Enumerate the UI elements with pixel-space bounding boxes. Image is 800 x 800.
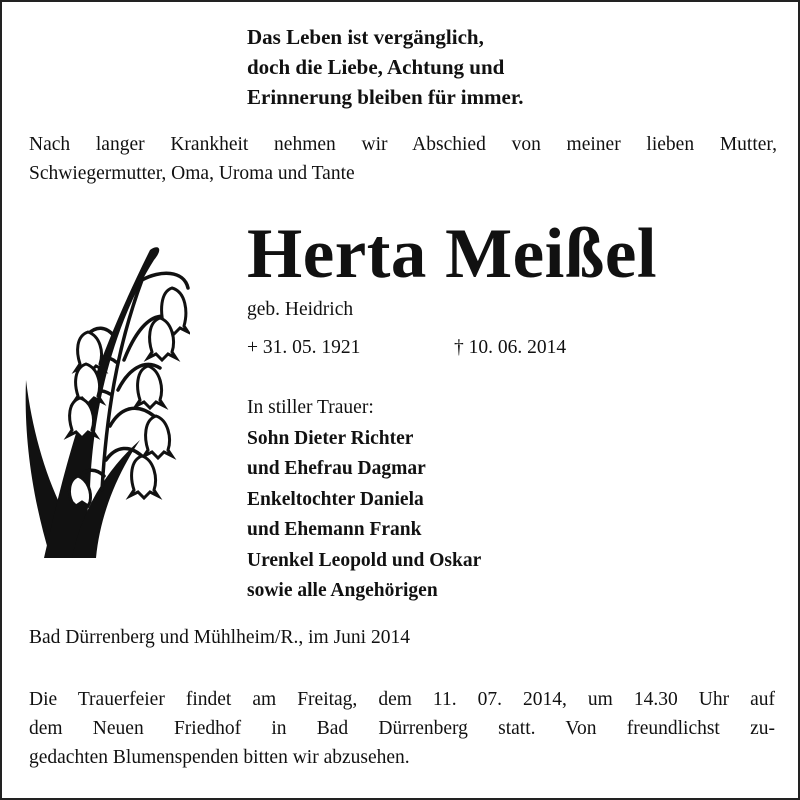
mourner-line: Sohn Dieter Richter <box>247 427 414 449</box>
mourner-line: Urenkel Leopold und Oskar <box>247 549 482 571</box>
ceremony-line: Die Trauerfeier findet am Freitag, dem 11. 07. 2014, um 14.30 Uhr auf <box>29 689 775 710</box>
deceased-name: Herta Meißel <box>247 215 658 293</box>
mourners-list <box>247 393 481 607</box>
motto-line: Erinnerung bleiben für immer. <box>247 85 524 109</box>
motto-line: doch die Liebe, Achtung und <box>247 55 505 79</box>
maiden-name: geb. Heidrich <box>247 299 354 320</box>
mourner-line: und Ehemann Frank <box>247 519 422 540</box>
ceremony-line: dem Neuen Friedhof in Bad Dürrenberg statt. Von freundlichst zu- <box>29 718 775 739</box>
death-date: † 10. 06. 2014 <box>454 337 567 358</box>
birth-date: + 31. 05. 1921 <box>247 337 361 358</box>
intro-text <box>29 130 777 188</box>
intro-line: Schwiegermutter, Oma, Uroma und Tante <box>29 163 355 184</box>
place-and-date: Bad Dürrenberg und Mühlheim/R., im Juni 2014 <box>29 627 410 648</box>
ceremony-notice <box>29 685 775 772</box>
mourners-heading: In stiller Trauer: <box>247 397 374 418</box>
motto-line: Das Leben ist vergänglich, <box>247 25 484 49</box>
mourner-line: sowie alle Angehörigen <box>247 580 438 601</box>
ceremony-line: gedachten Blumenspenden bitten wir abzusehen. <box>29 747 410 768</box>
lily-of-the-valley-icon <box>20 240 190 562</box>
motto <box>247 22 524 112</box>
intro-line: Nach langer Krankheit nehmen wir Abschied von meiner lieben Mutter, <box>29 134 777 155</box>
mourner-line: und Ehefrau Dagmar <box>247 458 426 479</box>
mourner-line: Enkeltochter Daniela <box>247 488 424 510</box>
